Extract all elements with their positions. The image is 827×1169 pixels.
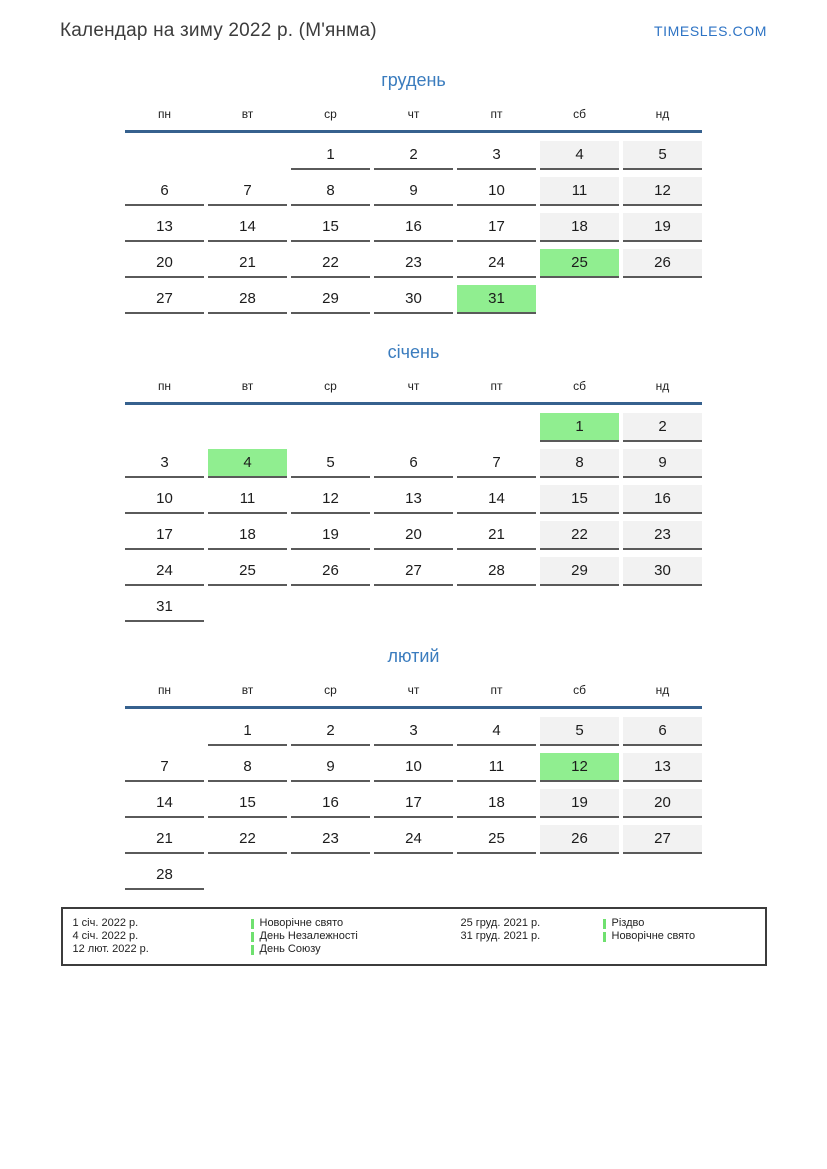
weekday-label: сб bbox=[573, 683, 586, 697]
empty-cell bbox=[623, 285, 702, 312]
holiday-marker-icon bbox=[251, 945, 254, 955]
day-cell: 22 bbox=[540, 521, 619, 550]
weekday-label: пн bbox=[157, 107, 172, 121]
day-cell: 2 bbox=[623, 413, 702, 442]
day-cell: 16 bbox=[623, 485, 702, 514]
day-cell: 19 bbox=[540, 789, 619, 818]
holiday-marker-icon bbox=[603, 932, 606, 942]
page-header bbox=[0, 0, 827, 42]
day-cell: 9 bbox=[291, 753, 370, 782]
day-cell: 25 bbox=[540, 249, 619, 278]
day-cell: 11 bbox=[208, 485, 287, 514]
empty-cell bbox=[623, 593, 702, 620]
day-cell: 8 bbox=[208, 753, 287, 782]
weekday-header-row bbox=[125, 107, 702, 130]
empty-cell bbox=[623, 861, 702, 888]
day-cell: 1 bbox=[291, 141, 370, 170]
legend-entry bbox=[73, 943, 461, 956]
day-cell: 25 bbox=[208, 557, 287, 586]
weekday-label: чт bbox=[407, 683, 420, 697]
day-cell: 23 bbox=[291, 825, 370, 854]
day-cell: 14 bbox=[457, 485, 536, 514]
empty-cell bbox=[540, 285, 619, 312]
empty-cell bbox=[291, 413, 370, 440]
legend-entry bbox=[461, 930, 755, 943]
weekday-label: пн bbox=[157, 379, 172, 393]
legend bbox=[61, 907, 767, 966]
day-cell: 12 bbox=[291, 485, 370, 514]
day-cell: 15 bbox=[208, 789, 287, 818]
day-cell: 24 bbox=[457, 249, 536, 278]
day-cell: 9 bbox=[623, 449, 702, 478]
day-cell: 23 bbox=[374, 249, 453, 278]
day-cell: 17 bbox=[374, 789, 453, 818]
day-cell: 1 bbox=[208, 717, 287, 746]
empty-cell bbox=[208, 593, 287, 620]
day-cell: 20 bbox=[125, 249, 204, 278]
empty-cell bbox=[208, 141, 287, 168]
legend-holiday-name: День Союзу bbox=[251, 943, 321, 956]
day-cell: 12 bbox=[540, 753, 619, 782]
empty-cell bbox=[540, 861, 619, 888]
holiday-marker-icon bbox=[603, 919, 606, 929]
day-cell: 3 bbox=[125, 449, 204, 478]
legend-holiday-name: Новорічне свято bbox=[251, 917, 344, 930]
day-cell: 16 bbox=[291, 789, 370, 818]
day-cell: 26 bbox=[291, 557, 370, 586]
day-cell: 17 bbox=[125, 521, 204, 550]
legend-entry bbox=[73, 930, 461, 943]
day-cell: 30 bbox=[374, 285, 453, 314]
day-cell: 13 bbox=[623, 753, 702, 782]
weekday-label: ср bbox=[324, 683, 337, 697]
day-cell: 4 bbox=[540, 141, 619, 170]
empty-cell bbox=[125, 141, 204, 168]
legend-entry bbox=[73, 917, 461, 930]
holiday-marker-icon bbox=[251, 919, 254, 929]
empty-cell bbox=[374, 413, 453, 440]
weekday-label: чт bbox=[407, 379, 420, 393]
legend-holiday-name: Новорічне свято bbox=[603, 930, 696, 943]
empty-cell bbox=[125, 717, 204, 744]
weekday-label: вт bbox=[241, 107, 254, 121]
day-cell: 27 bbox=[374, 557, 453, 586]
empty-cell bbox=[374, 593, 453, 620]
weekday-header-row bbox=[125, 683, 702, 706]
day-cell: 6 bbox=[374, 449, 453, 478]
day-cell: 10 bbox=[457, 177, 536, 206]
empty-cell bbox=[208, 861, 287, 888]
month-title: січень bbox=[387, 342, 440, 362]
day-cell: 14 bbox=[208, 213, 287, 242]
legend-date: 12 лют. 2022 р. bbox=[72, 943, 149, 955]
day-cell: 27 bbox=[623, 825, 702, 854]
day-cell: 27 bbox=[125, 285, 204, 314]
legend-holiday-name: День Незалежності bbox=[251, 930, 358, 943]
day-cell: 8 bbox=[291, 177, 370, 206]
day-cell: 12 bbox=[623, 177, 702, 206]
day-cell: 26 bbox=[540, 825, 619, 854]
day-cell: 19 bbox=[291, 521, 370, 550]
month-section-december bbox=[125, 70, 702, 314]
month-section-january bbox=[125, 342, 702, 622]
weekday-label: пт bbox=[490, 107, 503, 121]
weekday-separator-line bbox=[125, 130, 702, 133]
day-cell: 19 bbox=[623, 213, 702, 242]
legend-date: 4 січ. 2022 р. bbox=[72, 930, 139, 942]
legend-entry bbox=[461, 917, 755, 930]
day-cell: 21 bbox=[125, 825, 204, 854]
month-section-february bbox=[125, 646, 702, 890]
day-cell: 4 bbox=[208, 449, 287, 478]
weekday-label: ср bbox=[324, 107, 337, 121]
day-cell: 23 bbox=[623, 521, 702, 550]
empty-cell bbox=[540, 593, 619, 620]
weekday-label: пн bbox=[157, 683, 172, 697]
page-title: Календар на зиму 2022 р. (М'янма) bbox=[60, 20, 377, 41]
day-cell: 3 bbox=[457, 141, 536, 170]
legend-date: 25 груд. 2021 р. bbox=[460, 917, 541, 929]
weekday-label: пт bbox=[490, 379, 503, 393]
legend-group-december-2021 bbox=[461, 917, 755, 943]
site-logo[interactable]: TIMESLES.COM bbox=[654, 23, 767, 39]
day-cell: 5 bbox=[623, 141, 702, 170]
day-cell: 28 bbox=[457, 557, 536, 586]
weekday-label: ср bbox=[324, 379, 337, 393]
day-cell: 10 bbox=[374, 753, 453, 782]
day-cell: 14 bbox=[125, 789, 204, 818]
empty-cell bbox=[457, 593, 536, 620]
day-cell: 18 bbox=[457, 789, 536, 818]
weekday-label: нд bbox=[655, 379, 670, 393]
empty-cell bbox=[291, 861, 370, 888]
day-cell: 15 bbox=[540, 485, 619, 514]
day-cell: 13 bbox=[374, 485, 453, 514]
weekday-label: пт bbox=[490, 683, 503, 697]
day-cell: 2 bbox=[291, 717, 370, 746]
weekday-separator-line bbox=[125, 402, 702, 405]
day-cell: 1 bbox=[540, 413, 619, 442]
day-cell: 22 bbox=[208, 825, 287, 854]
day-cell: 18 bbox=[208, 521, 287, 550]
weekday-label: нд bbox=[655, 683, 670, 697]
weekday-label: чт bbox=[407, 107, 420, 121]
weekday-label: сб bbox=[573, 107, 586, 121]
weekday-label: нд bbox=[655, 107, 670, 121]
month-title: грудень bbox=[381, 70, 446, 90]
day-cell: 10 bbox=[125, 485, 204, 514]
weekday-label: сб bbox=[573, 379, 586, 393]
day-cell: 20 bbox=[374, 521, 453, 550]
day-cell: 29 bbox=[291, 285, 370, 314]
day-cell: 11 bbox=[540, 177, 619, 206]
empty-cell bbox=[457, 861, 536, 888]
day-cell: 11 bbox=[457, 753, 536, 782]
weekday-label: вт bbox=[241, 379, 254, 393]
day-cell: 24 bbox=[374, 825, 453, 854]
day-cell: 6 bbox=[623, 717, 702, 746]
weekday-separator-line bbox=[125, 706, 702, 709]
weekday-header-row bbox=[125, 379, 702, 402]
day-cell: 13 bbox=[125, 213, 204, 242]
day-cell: 21 bbox=[457, 521, 536, 550]
day-cell: 21 bbox=[208, 249, 287, 278]
day-cell: 26 bbox=[623, 249, 702, 278]
legend-group-winter-2022 bbox=[73, 917, 461, 956]
day-cell: 8 bbox=[540, 449, 619, 478]
day-cell: 3 bbox=[374, 717, 453, 746]
legend-holiday-name: Різдво bbox=[603, 917, 645, 930]
empty-cell bbox=[208, 413, 287, 440]
day-cell: 28 bbox=[125, 861, 204, 890]
empty-cell bbox=[291, 593, 370, 620]
day-cell: 31 bbox=[125, 593, 204, 622]
day-cell: 28 bbox=[208, 285, 287, 314]
day-cell: 22 bbox=[291, 249, 370, 278]
empty-cell bbox=[374, 861, 453, 888]
calendar-grid bbox=[125, 141, 702, 314]
day-cell: 29 bbox=[540, 557, 619, 586]
day-cell: 31 bbox=[457, 285, 536, 314]
day-cell: 7 bbox=[125, 753, 204, 782]
day-cell: 4 bbox=[457, 717, 536, 746]
legend-date: 31 груд. 2021 р. bbox=[460, 930, 541, 942]
empty-cell bbox=[457, 413, 536, 440]
month-title: лютий bbox=[387, 646, 440, 666]
calendar-grid bbox=[125, 717, 702, 890]
empty-cell bbox=[125, 413, 204, 440]
day-cell: 25 bbox=[457, 825, 536, 854]
day-cell: 6 bbox=[125, 177, 204, 206]
day-cell: 2 bbox=[374, 141, 453, 170]
calendar-grid bbox=[125, 413, 702, 622]
day-cell: 7 bbox=[457, 449, 536, 478]
day-cell: 18 bbox=[540, 213, 619, 242]
day-cell: 17 bbox=[457, 213, 536, 242]
day-cell: 7 bbox=[208, 177, 287, 206]
holiday-marker-icon bbox=[251, 932, 254, 942]
legend-date: 1 січ. 2022 р. bbox=[72, 917, 139, 929]
day-cell: 5 bbox=[291, 449, 370, 478]
weekday-label: вт bbox=[241, 683, 254, 697]
day-cell: 20 bbox=[623, 789, 702, 818]
day-cell: 5 bbox=[540, 717, 619, 746]
day-cell: 15 bbox=[291, 213, 370, 242]
day-cell: 16 bbox=[374, 213, 453, 242]
day-cell: 24 bbox=[125, 557, 204, 586]
day-cell: 9 bbox=[374, 177, 453, 206]
day-cell: 30 bbox=[623, 557, 702, 586]
